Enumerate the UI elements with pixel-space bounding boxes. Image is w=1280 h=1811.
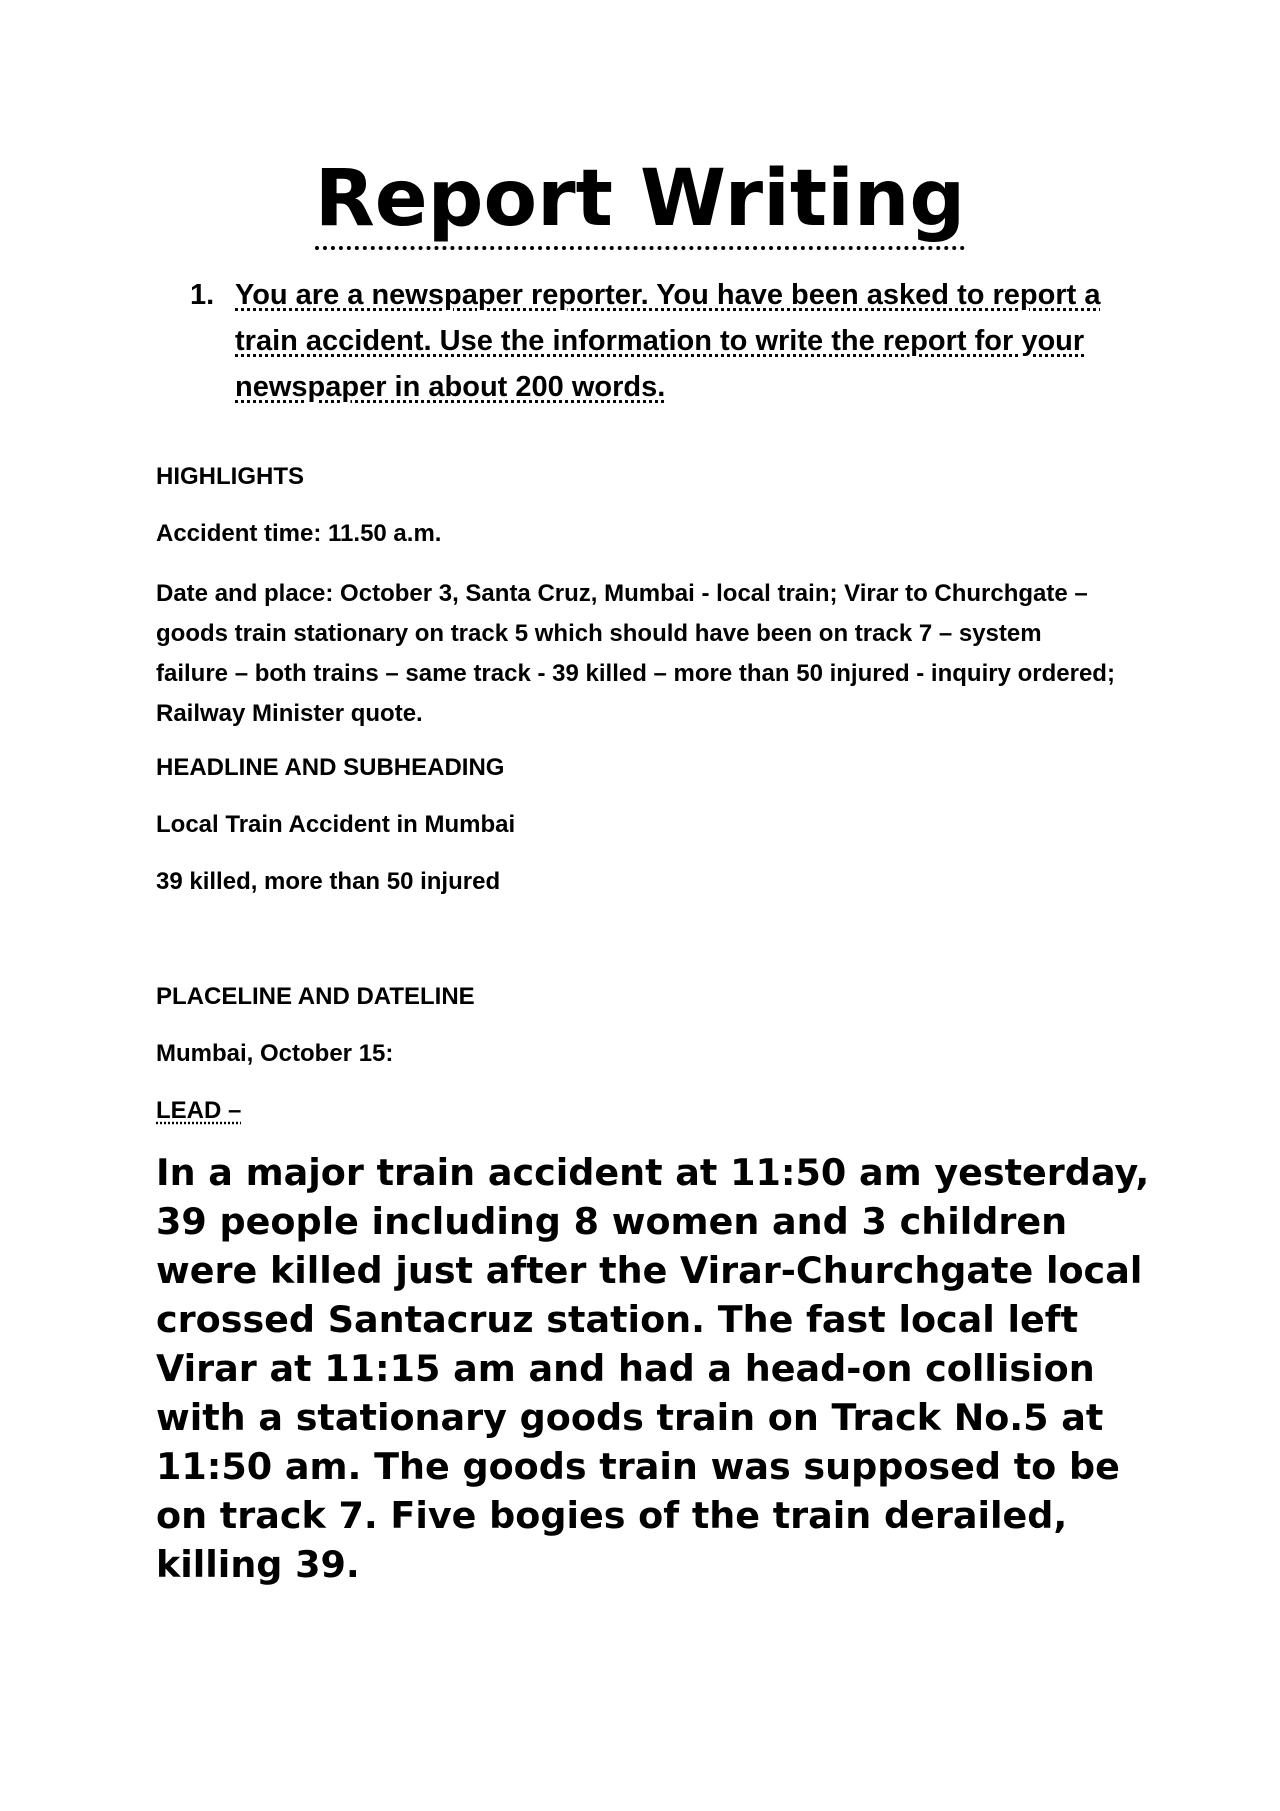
lead-label — [156, 1096, 241, 1126]
page-title — [0, 154, 1280, 244]
placeline-section-heading: PLACELINE AND DATELINE — [156, 983, 475, 1010]
task-text: You are a newspaper reporter. You have been asked to report a train accident. Use the information to write the report for your newspaper in about 200 words. — [235, 279, 1101, 403]
placeline-text: Mumbai, October 15: — [156, 1040, 394, 1067]
headline-text: Local Train Accident in Mumbai — [156, 811, 516, 838]
lead-paragraph: In a major train accident at 11:50 am yesterday, 39 people including 8 women and 3 children were killed just after the Virar-Churchgate local crossed Santacruz station. The fast local left Virar at 11:15 am and had a head-on collision with a stationary goods train on Track No.5 at 11:50 am. The goods train was supposed to be on track 7. Five bogies of the train derailed, killing 39. — [156, 1151, 1150, 1586]
accident-time: Accident time: 11.50 a.m. — [156, 520, 442, 547]
headline-section-heading: HEADLINE AND SUBHEADING — [156, 754, 505, 781]
highlights-details: Date and place: October 3, Santa Cruz, Mumbai - local train; Virar to Churchgate – goods train stationary on track 5 which should have been on track 7 – system failure – both trains – same track - 39 killed – more than 50 injured - inquiry ordered; Railway Minister quote. — [156, 580, 1115, 727]
lead-label-text: LEAD – — [156, 1097, 242, 1124]
task-number: 1. — [190, 279, 215, 311]
task-instruction — [190, 272, 1150, 410]
page-title-text: Report Writing — [315, 154, 966, 250]
highlights-heading: HIGHLIGHTS — [156, 463, 304, 490]
subheading-text: 39 killed, more than 50 injured — [156, 868, 501, 895]
